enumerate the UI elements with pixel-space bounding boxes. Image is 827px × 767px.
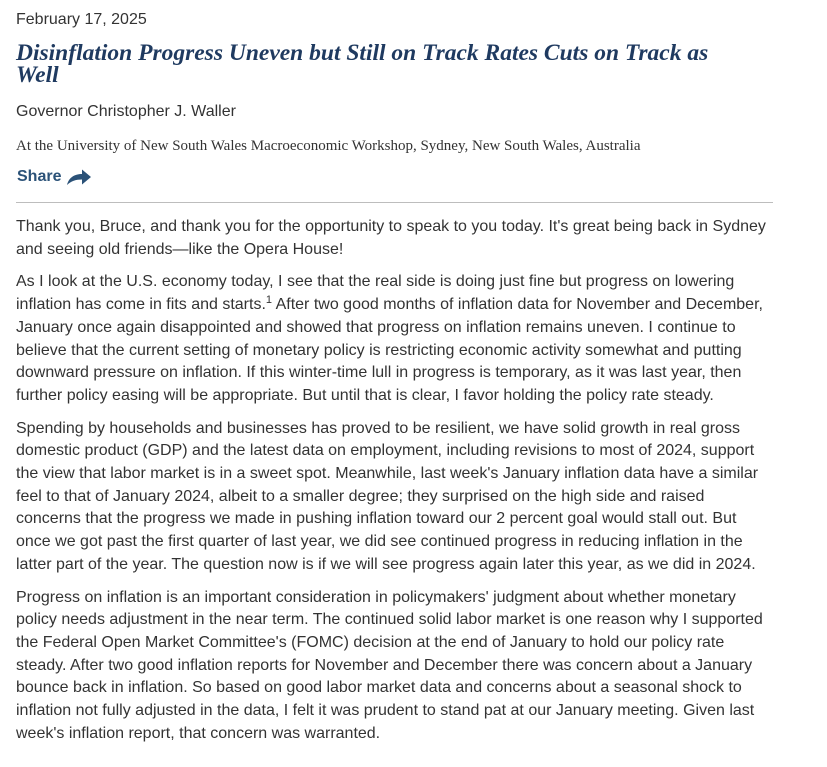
speech-venue: At the University of New South Wales Macroeconomic Workshop, Sydney, New South Wales, Australia [16,138,641,154]
share-label: Share [17,168,62,185]
speech-date: February 17, 2025 [16,11,147,28]
paragraph-2 [16,271,773,407]
paragraph-4: Progress on inflation is an important consideration in policymakers' judgment about whether monetary policy needs adjustment in the near term. The continued solid labor market is one reason why I supported the Federal Open Market Committee's (FOMC) decision at the end of January to hold our policy rate steady. After two good inflation reports for November and December there was concern about a January bounce back in inflation. So based on good labor market data and concerns about a seasonal shock to inflation not fully adjusted in the data, I felt it was prudent to stand pat at our January meeting. Given last week's inflation report, that concern was warranted. [16,588,763,742]
speech-title: Disinflation Progress Uneven but Still on Track Rates Cuts on Track as Well [16,40,709,88]
share-arrow-icon [66,168,92,186]
paragraph-2-text-b: After two good months of inflation data for November and December, January once again disappointed and showed that progress on inflation remains uneven. I continue to believe that the current setting of monetary policy is restricting economic activity somewhat and putting downward pressure on inflation. If this winter-time lull in progress is temporary, as it was last year, then further policy easing will be appropriate. But until that is clear, I favor holding the policy rate steady. [16,296,763,404]
share-button[interactable] [17,168,92,186]
paragraph-3: Spending by households and businesses has proved to be resilient, we have solid growth in real gross domestic product (GDP) and the latest data on employment, including revisions to most of 2024, support the view that labor market is in a sweet spot. Meanwhile, last week's January inflation data have a similar feel to that of January 2024, albeit to a smaller degree; they surprised on the high side and raised concerns that the progress we made in pushing inflation toward our 2 percent goal would stall out. But once we got past the first quarter of last year, we did see continued progress in reducing inflation in the latter part of the year. The question now is if we will see progress again later this year, as we did in 2024. [16,419,759,573]
paragraph-2-text-a: As I look at the U.S. economy today, I see that the real side is doing just fine but progress on lowering inflation has come in fits and starts. [16,273,735,314]
paragraph-1: Thank you, Bruce, and thank you for the opportunity to speak to you today. It's great being back in Sydney and seeing old friends—like the Opera House! [16,218,766,258]
speech-body [16,216,773,745]
header-divider [16,202,773,203]
footnote-link[interactable]: 1 [265,294,273,307]
speaker-name: Governor Christopher J. Waller [16,103,236,120]
speech-page [16,10,773,755]
